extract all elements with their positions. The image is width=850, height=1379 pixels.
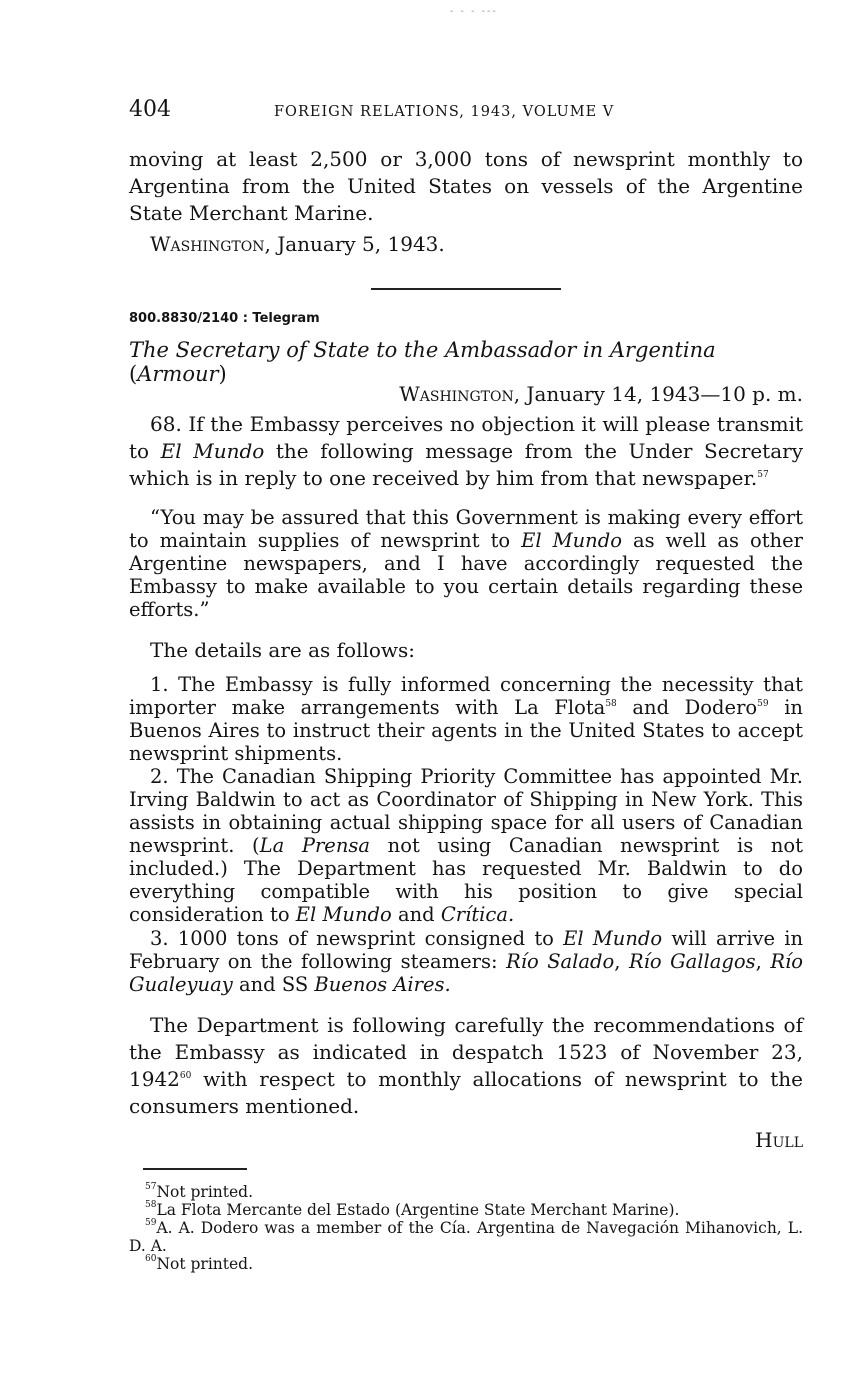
document-dateline-date: , January 14, 1943—10 p. m. <box>513 382 803 406</box>
footnote-58: $^{58}$La Flota Mercante del Estado (Argentine State Merchant Marine). <box>145 1200 680 1219</box>
heading-name: Armour <box>137 362 219 386</box>
intro-paragraph: moving at least 2,500 or 3,000 tons of newsprint monthly to Argentina from the United States on vessels of the Argentine State Merchant Marine. <box>129 147 803 225</box>
section-divider <box>371 288 561 290</box>
running-title: FOREIGN RELATIONS, 1943, VOLUME V <box>274 104 615 120</box>
top-mark: - - - --- <box>450 6 498 17</box>
document-dateline <box>129 381 803 408</box>
page-header <box>129 97 803 127</box>
closing-paragraph: The Department is following carefully the recommendations of the Embassy as indicated in despatch 1523 of November 23, 1942$^{60}$ with respect to monthly allocations of newsprint to the consumers mentioned. <box>129 1013 803 1118</box>
details-intro: The details are as follows: <box>150 638 416 662</box>
detail-item-3: 3. 1000 tons of newsprint consigned to El Mundo will arrive in February on the following steamers: Río Salado, Río Gallagos, Río Gualeyuay and SS Buenos Aires. <box>129 927 804 996</box>
intro-dateline-date: , January 5, 1943. <box>264 232 445 256</box>
document-heading: The Secretary of State to the Ambassador in Argentina (Armour) <box>129 338 716 386</box>
footnote-ref-57: 57 <box>757 470 769 480</box>
intro-dateline-place: Washington <box>150 232 265 256</box>
footnote-57: $^{57}$Not printed. <box>145 1182 254 1201</box>
heading-text: The Secretary of State to the Ambassador in Argentina <box>129 338 716 362</box>
footnote-ref-60: 60 <box>179 1071 192 1081</box>
footnote-60: $^{60}$Not printed. <box>145 1254 254 1273</box>
footnote-59: $^{59}$A. A. Dodero was a member of the Cía. Argentina de Navegación Mihanovich, L. D. A. <box>129 1218 803 1255</box>
footnote-rule <box>143 1168 247 1170</box>
document-dateline-place: Washington <box>399 382 514 406</box>
signature: Hull <box>755 1128 803 1152</box>
footnote-ref-58: 58 <box>605 699 617 709</box>
page-number: 404 <box>129 97 171 122</box>
footnote-ref-59: 59 <box>757 699 769 709</box>
footnotes <box>129 1183 803 1273</box>
file-number: 800.8830/2140 : Telegram <box>129 311 320 326</box>
intro-dateline <box>150 231 800 258</box>
detail-item-2: 2. The Canadian Shipping Priority Committee has appointed Mr. Irving Baldwin to act as Coordinator of Shipping in New York. This assists in obtaining actual shipping space for all users of Canadian newsprint. (La Prensa not using Canadian newsprint is not included.) The Department has requested Mr. Baldwin to do everything compatible with his position to give special consideration to El Mundo and Crítica. <box>129 765 803 926</box>
paragraph-68: 68. If the Embassy perceives no objection it will please transmit to El Mundo the following message from the Under Secretary which is in reply to one received by him from that newspaper.$^{57}$ <box>129 412 804 490</box>
detail-item-1: 1. The Embassy is fully informed concerning the necessity that importer make arrangements with La Flota$^{58}$ and Dodero$^{59}$ in Buenos Aires to instruct their agents in the United States to accept newsprint shipments. <box>129 673 803 765</box>
quoted-message: “You may be assured that this Government is making every effort to maintain supplies of newsprint to El Mundo as well as other Argentine newspapers, and I have accordingly requested the Embassy to make available to you certain details regarding these efforts.” <box>129 506 803 621</box>
